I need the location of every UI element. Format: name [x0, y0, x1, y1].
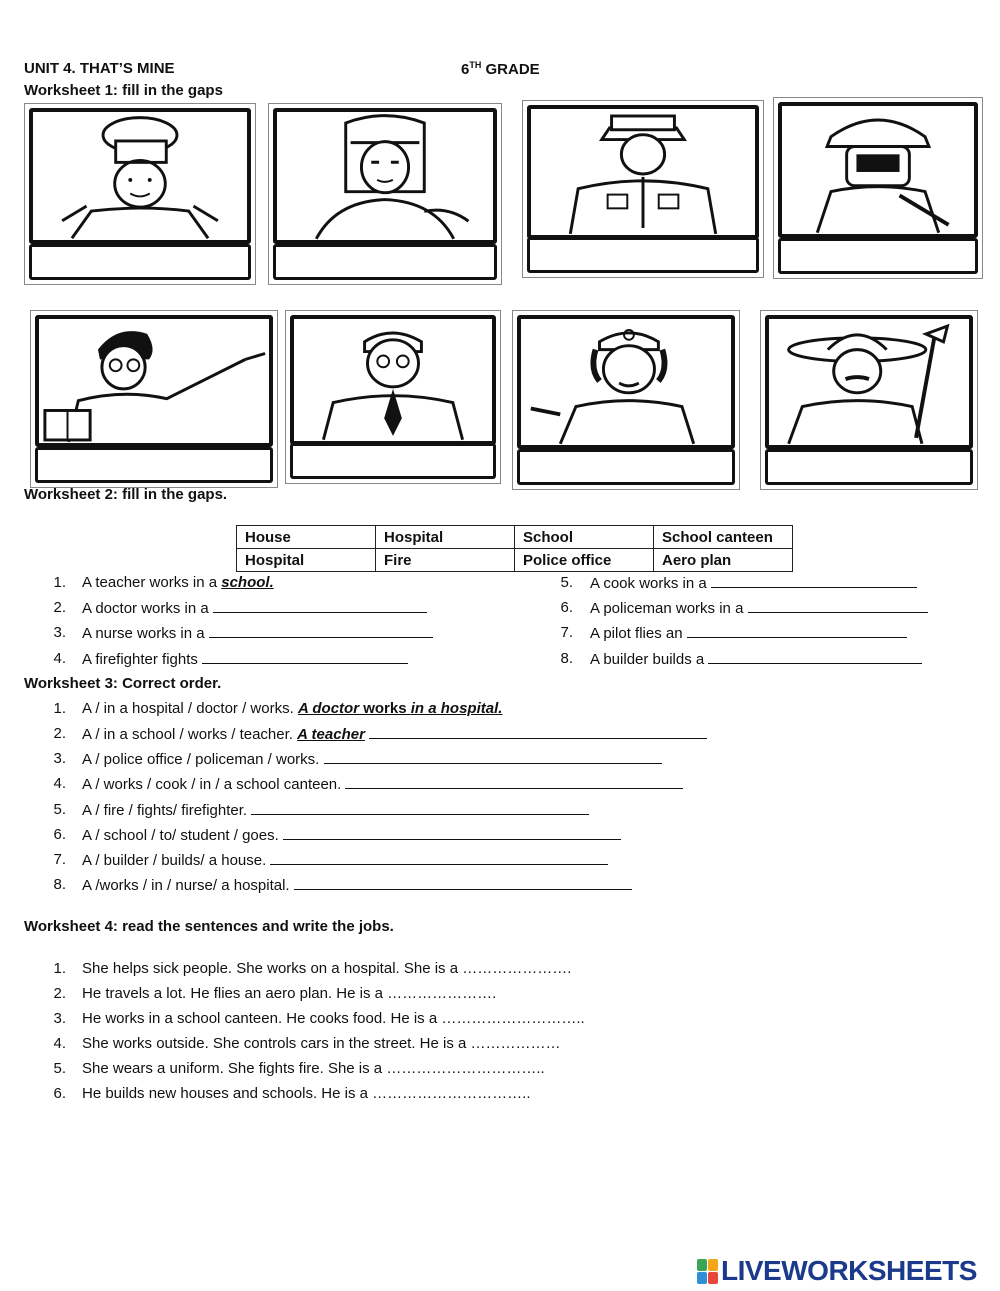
item-number: 5. [560, 574, 573, 591]
grade-number: 6 [461, 61, 470, 78]
logo-tile [697, 1272, 707, 1284]
ws2-sentence-2 [82, 599, 427, 617]
chef-drawing [33, 112, 247, 240]
ws3-item-5 [82, 801, 589, 819]
item-number: 3. [53, 1010, 66, 1027]
item-number: 6. [53, 826, 66, 843]
ws2-sentence-4 [82, 650, 408, 668]
ws4-sentence-3[interactable]: He works in a school canteen. He cooks food. He is a ……………………….. [82, 1010, 585, 1027]
example-answer: school. [221, 574, 274, 591]
example-answer-part: works [359, 700, 411, 717]
answer-blank[interactable] [748, 599, 928, 613]
item-number: 3. [53, 624, 66, 641]
word-bank-cell: Police office [515, 549, 654, 572]
firefighter-drawing [782, 106, 974, 234]
answer-blank[interactable] [687, 624, 907, 638]
sentence-text: A policeman works in a [590, 600, 748, 617]
grade-superscript: TH [469, 60, 482, 70]
ws3-item-8 [82, 876, 632, 894]
item-number: 1. [53, 574, 66, 591]
item-number: 7. [560, 624, 573, 641]
builder-icon [765, 315, 973, 449]
answer-box-2[interactable] [273, 244, 497, 280]
answer-blank[interactable] [345, 775, 683, 789]
item-number: 5. [53, 1060, 66, 1077]
ws2-sentence-5 [590, 574, 917, 592]
unit-title: UNIT 4. THAT’S MINE [24, 60, 175, 77]
picture-frame-7 [512, 310, 740, 490]
logo-tile [697, 1259, 707, 1271]
hairdresser-icon [273, 108, 497, 244]
answer-box-3[interactable] [527, 237, 759, 273]
word-bank-cell: School canteen [654, 526, 793, 549]
logo-tile [708, 1272, 718, 1284]
item-number: 7. [53, 851, 66, 868]
scrambled-text: A / in a hospital / doctor / works. [82, 700, 298, 717]
word-bank-cell: Hospital [376, 526, 515, 549]
word-bank-cell: Hospital [237, 549, 376, 572]
picture-frame-4 [773, 97, 983, 279]
item-number: 6. [53, 1085, 66, 1102]
word-bank-row [237, 526, 793, 549]
item-number: 2. [53, 725, 66, 742]
answer-blank[interactable] [324, 750, 662, 764]
chef-icon [29, 108, 251, 244]
item-number: 5. [53, 801, 66, 818]
scrambled-text: A / police office / policeman / works. [82, 751, 324, 768]
word-bank-cell: School [515, 526, 654, 549]
item-number: 4. [53, 1035, 66, 1052]
logo-tile [708, 1259, 718, 1271]
ws4-sentence-1[interactable]: She helps sick people. She works on a hospital. She is a …………………. [82, 960, 572, 977]
logo-text: LIVEWORKSHEETS [721, 1255, 977, 1286]
grade-label [461, 60, 540, 78]
scrambled-text: A / builder / builds/ a house. [82, 852, 271, 869]
firefighter-icon [778, 102, 978, 238]
answer-blank[interactable] [283, 826, 621, 840]
answer-box-8[interactable] [765, 449, 973, 485]
ws1-title: Worksheet 1: fill in the gaps [24, 82, 223, 99]
scrambled-text: A /works / in / nurse/ a hospital. [82, 877, 294, 894]
answer-box-6[interactable] [290, 443, 496, 479]
teacher-icon [35, 315, 273, 447]
ws2-sentence-3 [82, 624, 433, 642]
ws3-item-4 [82, 775, 683, 793]
answer-blank[interactable] [294, 876, 632, 890]
word-bank-table [236, 525, 793, 572]
sentence-text: A firefighter fights [82, 651, 203, 668]
grade-word: GRADE [485, 61, 540, 78]
sentence-text: A cook works in a [590, 575, 711, 592]
ws4-sentence-5[interactable]: She wears a uniform. She fights fire. She is a ………………………….. [82, 1060, 545, 1077]
ws2-sentence-8 [590, 650, 922, 668]
answer-box-1[interactable] [29, 244, 251, 280]
answer-blank[interactable] [251, 801, 589, 815]
policeman-icon [527, 105, 759, 239]
answer-box-7[interactable] [517, 449, 735, 485]
answer-blank[interactable] [209, 624, 433, 638]
ws4-sentence-6[interactable]: He builds new houses and schools. He is a ………………………….. [82, 1085, 531, 1102]
scrambled-text: A / fire / fights/ firefighter. [82, 802, 252, 819]
ws3-item-2 [82, 725, 707, 743]
ws4-sentence-4[interactable]: She works outside. She controls cars in the street. He is a ……………… [82, 1035, 561, 1052]
teacher-drawing [39, 319, 269, 443]
answer-box-4[interactable] [778, 238, 978, 274]
ws2-title: Worksheet 2: fill in the gaps. [24, 486, 228, 503]
doctor-drawing [294, 319, 492, 441]
doctor-icon [290, 315, 496, 445]
ws4-title: Worksheet 4: read the sentences and write the jobs. [24, 918, 394, 935]
picture-frame-8 [760, 310, 978, 490]
item-number: 4. [53, 650, 66, 667]
picture-frame-5 [30, 310, 278, 488]
answer-blank[interactable] [708, 650, 922, 664]
item-number: 6. [560, 599, 573, 616]
hairdresser-drawing [277, 112, 493, 240]
item-number: 4. [53, 775, 66, 792]
sentence-text: A teacher works in a [82, 574, 222, 591]
ws4-sentence-2[interactable]: He travels a lot. He flies an aero plan. He is a …………………. [82, 985, 497, 1002]
word-bank-cell: Fire [376, 549, 515, 572]
answer-blank[interactable] [270, 851, 608, 865]
nurse-drawing [521, 319, 731, 445]
builder-drawing [769, 319, 969, 445]
item-number: 2. [53, 599, 66, 616]
ws3-item-1 [82, 700, 502, 717]
sentence-text: A doctor works in a [82, 600, 213, 617]
answer-blank[interactable] [711, 574, 917, 588]
picture-frame-6 [285, 310, 501, 484]
item-number: 1. [53, 960, 66, 977]
ws3-title: Worksheet 3: Correct order. [24, 675, 222, 692]
example-answer-part: in a hospital. [410, 700, 503, 717]
sentence-text: A builder builds a [590, 651, 709, 668]
scrambled-text: A / school / to/ student / goes. [82, 827, 283, 844]
word-bank-row [237, 549, 793, 572]
sentence-text: A nurse works in a [82, 625, 209, 642]
word-bank-cell: House [237, 526, 376, 549]
answer-box-5[interactable] [35, 447, 273, 483]
picture-frame-1 [24, 103, 256, 285]
liveworksheets-logo[interactable] [697, 1255, 977, 1287]
logo-mark-icon [697, 1259, 718, 1284]
answer-blank[interactable] [213, 599, 427, 613]
picture-frame-3 [522, 100, 764, 278]
ws3-item-7 [82, 851, 608, 869]
ws2-sentence-1 [82, 574, 274, 591]
example-answer-part: A teacher [297, 726, 365, 743]
scrambled-text: A / works / cook / in / a school canteen. [82, 776, 346, 793]
ws3-item-6 [82, 826, 621, 844]
item-number: 3. [53, 750, 66, 767]
picture-frame-2 [268, 103, 502, 285]
item-number: 2. [53, 985, 66, 1002]
ws3-item-3 [82, 750, 662, 768]
item-number: 8. [560, 650, 573, 667]
answer-blank[interactable] [202, 650, 408, 664]
item-number: 1. [53, 700, 66, 717]
ws2-sentence-7 [590, 624, 907, 642]
word-bank-cell: Aero plan [654, 549, 793, 572]
nurse-icon [517, 315, 735, 449]
ws2-sentence-6 [590, 599, 928, 617]
example-answer-part: A doctor [297, 700, 360, 717]
scrambled-text: A / in a school / works / teacher. [82, 726, 298, 743]
sentence-text: A pilot flies an [590, 625, 687, 642]
answer-blank[interactable] [369, 725, 707, 739]
item-number: 8. [53, 876, 66, 893]
policeman-drawing [531, 109, 755, 235]
